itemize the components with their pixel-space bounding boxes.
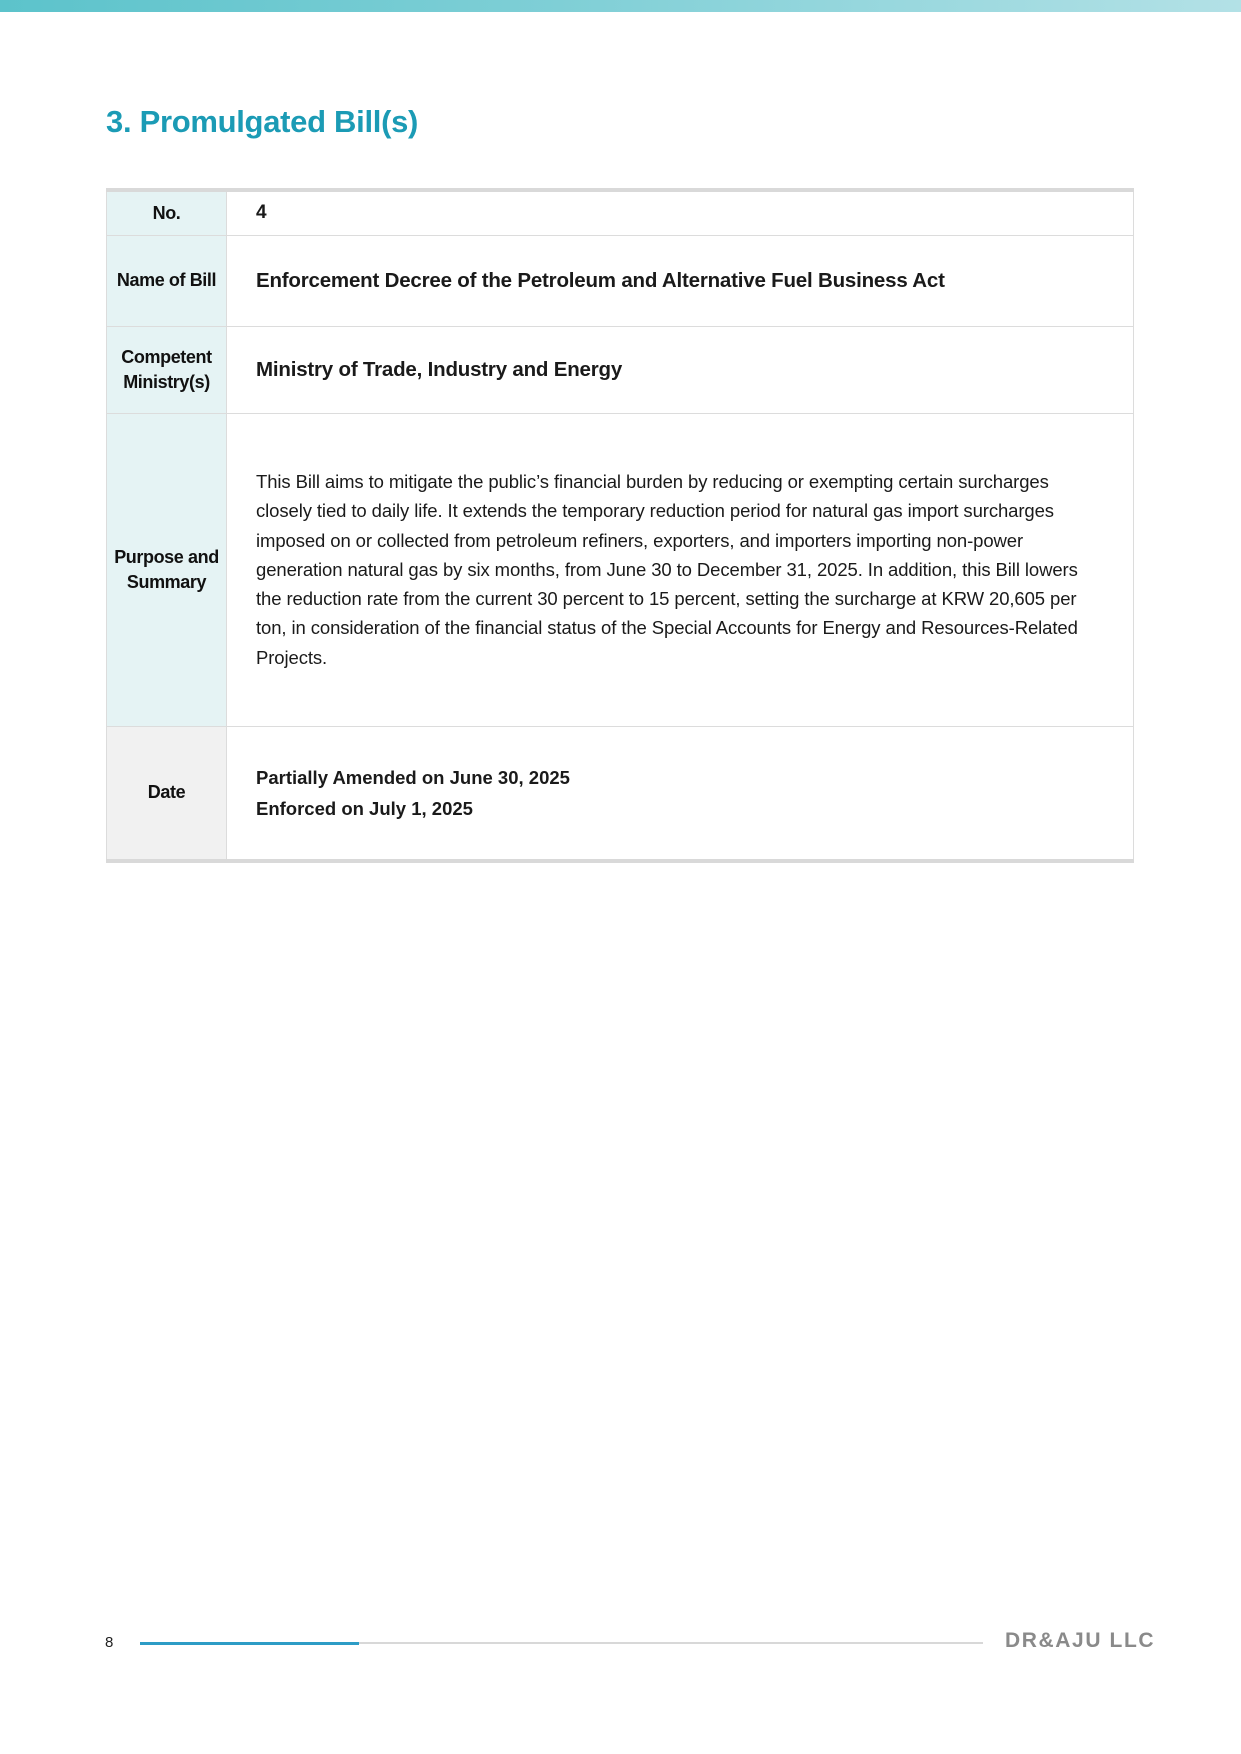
purpose-label: Purpose and Summary — [107, 413, 227, 726]
date-label: Date — [107, 726, 227, 861]
page-number: 8 — [105, 1634, 114, 1651]
row-purpose — [107, 413, 1134, 726]
brand-logo: DR&AJU LLC — [1005, 1629, 1156, 1652]
bill-info-table — [106, 188, 1134, 863]
name-label: Name of Bill — [107, 235, 227, 326]
row-no — [107, 190, 1134, 235]
row-name — [107, 235, 1134, 326]
date-enforced: Enforced on July 1, 2025 — [256, 797, 473, 819]
name-value: Enforcement Decree of the Petroleum and Alternative Fuel Business Act — [227, 235, 1134, 326]
page-progress-bar — [140, 1642, 359, 1645]
row-date — [107, 726, 1134, 861]
purpose-value: This Bill aims to mitigate the public’s financial burden by reducing or exempting certain surcharges closely tied to daily life. It extends the temporary reduction period for natural gas import surcharges imposed on or collected from petroleum refiners, exporters, and importers importing non-power generation natural gas by six months, from June 30 to December 31, 2025. In addition, this Bill lowers the reduction rate from the current 30 percent to 15 percent, setting the surcharge at KRW 20,605 per ton, in consideration of the financial status of the Special Accounts for Energy and Resources-Related Projects. — [227, 413, 1134, 726]
ministry-label: Competent Ministry(s) — [107, 326, 227, 413]
date-value — [227, 726, 1134, 861]
row-ministry — [107, 326, 1134, 413]
ministry-value: Ministry of Trade, Industry and Energy — [227, 326, 1134, 413]
section-title: 3. Promulgated Bill(s) — [106, 104, 419, 139]
date-amended: Partially Amended on June 30, 2025 — [256, 766, 570, 788]
no-value: 4 — [227, 190, 1134, 235]
top-accent-bar — [0, 0, 1241, 12]
no-label: No. — [107, 190, 227, 235]
page-progress-track — [140, 1642, 983, 1644]
